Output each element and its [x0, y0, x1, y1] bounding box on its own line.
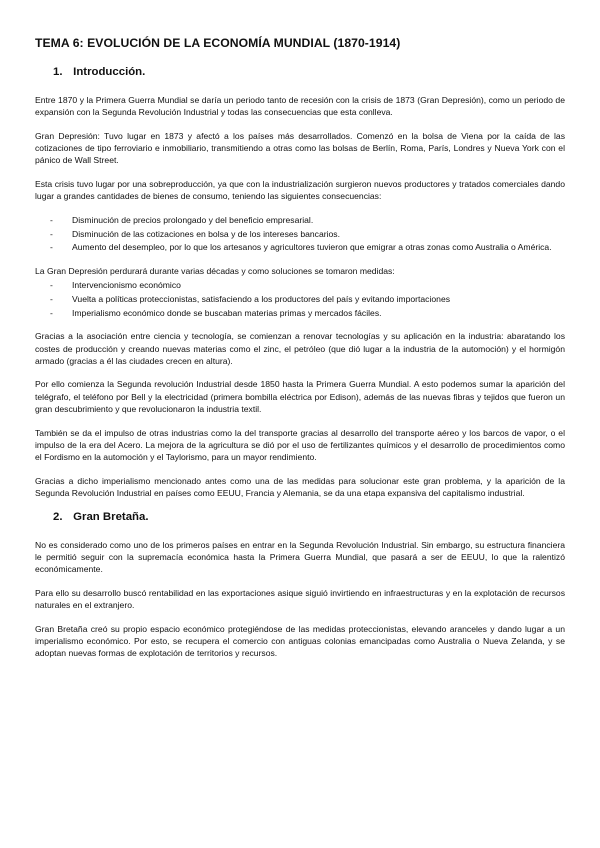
list-marker: - [50, 242, 53, 253]
paragraph: Para ello su desarrollo buscó rentabilidad en las exportaciones asique siguió invirtiendo en infraestructuras y en la explotación de recursos naturales en el extranjero. [35, 587, 565, 610]
paragraph: Entre 1870 y la Primera Guerra Mundial se daría un periodo tanto de recesión con la crisis de 1873 (Gran Depresión), como un periodo de expansión con la Segunda Revolución Industrial y todas las consecuencias que esta conlleva. [35, 95, 565, 118]
section-heading-gran-bretana [35, 511, 565, 523]
list-item: - Vuelta a políticas proteccionistas, satisfaciendo a los productores del país y evitando importaciones [50, 293, 451, 304]
list-item: - Imperialismo económico donde se buscaban materias primas y mercados fáciles. [50, 307, 382, 318]
paragraph: La Gran Depresión perdurará durante varias décadas y como soluciones se tomaron medidas: [35, 266, 395, 277]
paragraph: Gran Bretaña creó su propio espacio económico protegiéndose de las medidas proteccionistas, elevando aranceles y dando lugar a un imperialismo económico. Por esto, se recupera el comercio con antiguas colonias emancipadas como Australia o Nueva Zelanda, y se adoptan nuevas formas de explotación de territorios y recursos. [35, 623, 565, 658]
list-marker: - [50, 307, 53, 318]
list-item: - Intervencionismo económico [50, 280, 181, 291]
paragraph: Gracias a dicho imperialismo mencionado antes como una de las medidas para solucionar este gran problema, y la aparición de la Segunda Revolución Industrial en países como EEUU, Francia y Alemania, se da una etapa expansiva del capitalismo industrial. [35, 475, 565, 498]
paragraph: También se da el impulso de otras industrias como la del transporte gracias al desarrollo del transporte aéreo y los barcos de vapor, o el impulso de la era del Acero. La mejora de la agricultura se dió por el uso de fertilizantes químicos y el desarrollo de procedimientos como el Fordismo en la automoción y el Taylorismo, para un mayor rendimiento. [35, 427, 565, 462]
section-number: 1. [53, 66, 63, 78]
section-heading-introduccion [35, 66, 565, 78]
paragraph: Esta crisis tuvo lugar por una sobreproducción, ya que con la industrialización surgieron nuevos productores y tratados comerciales dando lugar a grandes cantidades de bienes de consumo, teniendo las siguientes consecuencias: [35, 179, 565, 202]
section-title: Introducción. [73, 66, 146, 78]
section-title: Gran Bretaña. [73, 510, 149, 523]
section-number: 2. [53, 510, 63, 523]
list-marker: - [50, 228, 53, 239]
list-marker: - [50, 293, 53, 304]
paragraph: Gracias a la asociación entre ciencia y tecnología, se comienzan a renovar tecnologías y su aplicación en la industria: abaratando los costes de producción y creando nuevas materias como el zinc, el petróleo (que dió lugar a la industria de la automoción) y el hormigón armado (gracias a él las ciudades crecen en altura). [35, 331, 565, 366]
paragraph: Por ello comienza la Segunda revolución Industrial desde 1850 hasta la Primera Guerra Mundial. A esto podemos sumar la aparición del telégrafo, el teléfono por Bell y la electricidad (primera bombilla eléctrica por Edison), además de las nuevas fibras y tejidos que fueron un gran descubrimiento y que revolucionaron la industria textil. [35, 379, 565, 414]
list-marker: - [50, 280, 53, 291]
paragraph: Gran Depresión: Tuvo lugar en 1873 y afectó a los países más desarrollados. Comenzó en la bolsa de Viena por la caída de las cotizaciones de tipo ferroviario e inmobiliario, transmitiendo a otras como las bolsas de Berlín, Roma, París, Londres y Nueva York con el pánico de Wall Street. [35, 130, 565, 166]
consequences-list [35, 214, 565, 254]
list-item: - Disminución de precios prolongado y del beneficio empresarial. [50, 214, 314, 225]
document-title: TEMA 6: EVOLUCIÓN DE LA ECONOMÍA MUNDIAL (1870-1914) [35, 36, 401, 50]
list-marker: - [50, 214, 53, 225]
paragraph: No es considerado como uno de los primeros países en entrar en la Segunda Revolución Industrial. Sin embargo, su estructura financiera le permitió seguir con la supremacía económica hasta la Primera Guerra Mundial, que pasará a ser de EEUU, lo que la ralentizó económicamente. [35, 539, 565, 574]
measures-list [35, 279, 565, 319]
list-item: - Disminución de las cotizaciones en bolsa y de los intereses bancarios. [50, 228, 340, 239]
list-item: - Aumento del desempleo, por lo que los artesanos y agricultores tuvieron que emigrar a otras zonas como Australia o América. [50, 242, 552, 253]
